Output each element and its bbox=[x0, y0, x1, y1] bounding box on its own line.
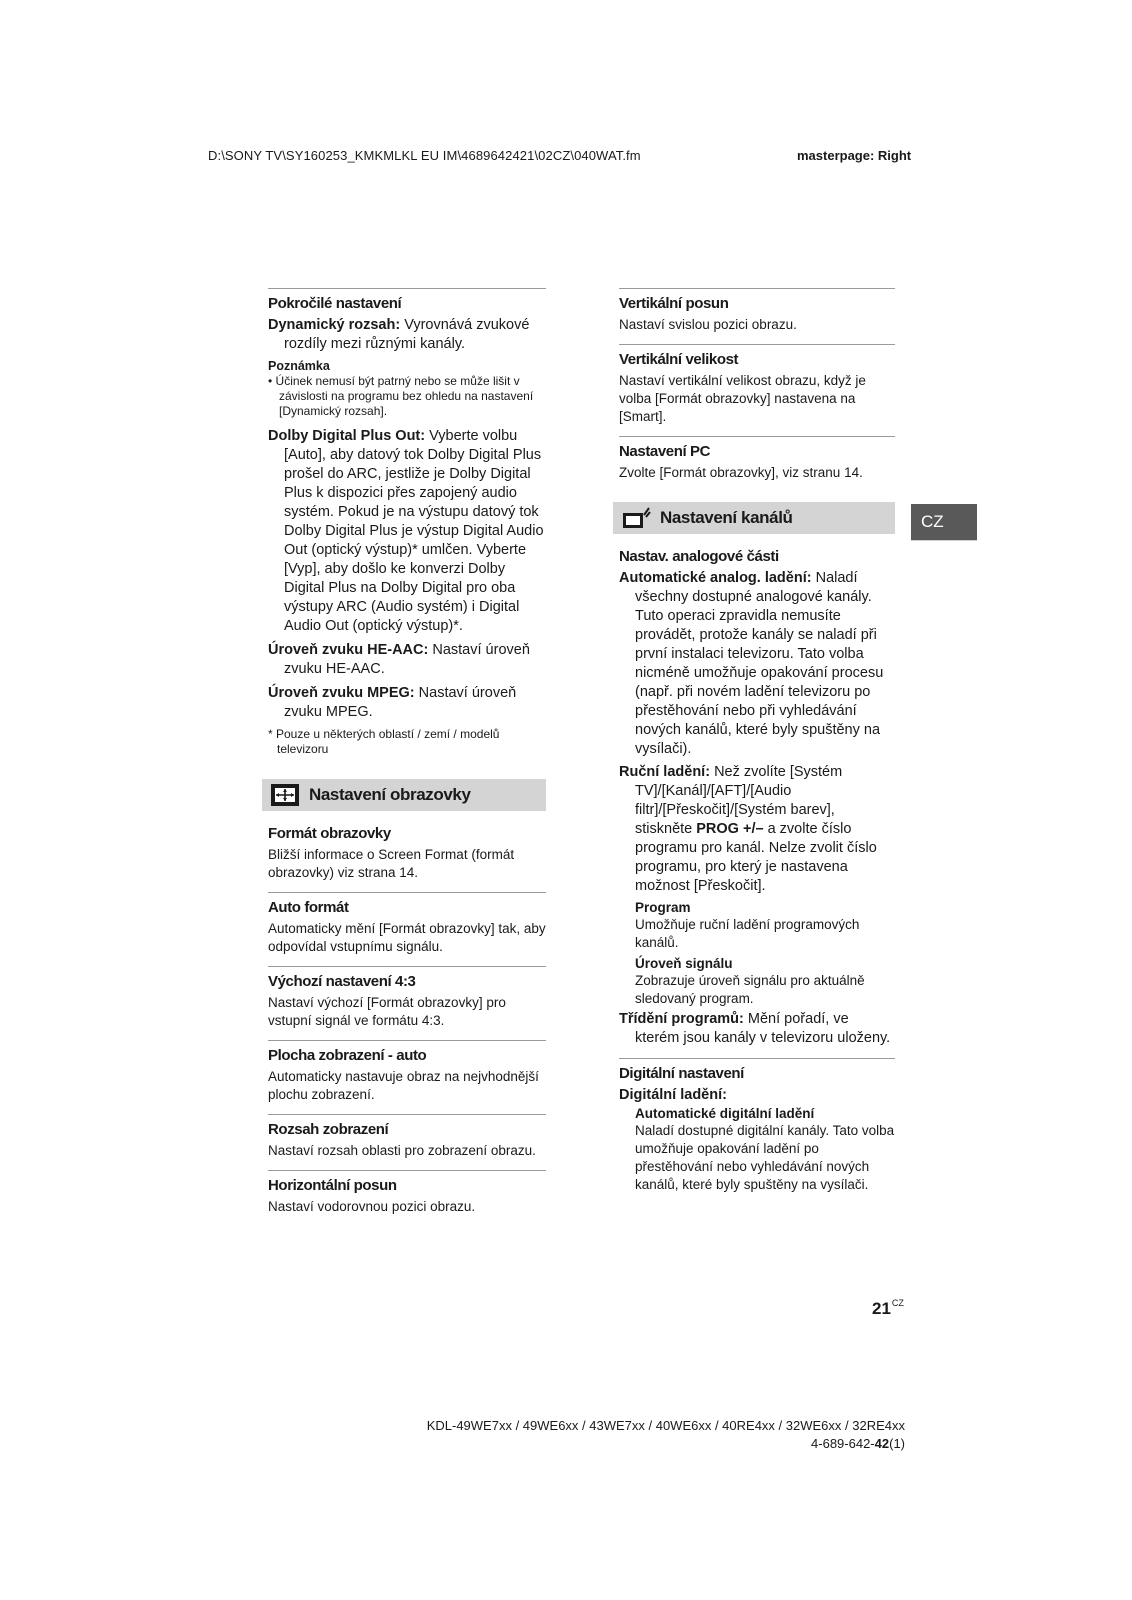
section-display-area bbox=[268, 1114, 546, 1160]
sub-heading-auto-digital: Automatické digitální ladění bbox=[635, 1106, 815, 1121]
term-manual bbox=[619, 763, 895, 896]
term-text: a zvolte číslo programu pro kanál. Nelze zvolit číslo programu, pro který je nastavena možnost [Přeskočit]. bbox=[635, 821, 877, 894]
section-title: Pokročilé nastavení bbox=[268, 295, 402, 312]
masterpage-label: masterpage: Right bbox=[797, 148, 912, 163]
section-title: Vertikální posun bbox=[619, 295, 729, 312]
section-text: Nastaví rozsah oblasti pro zobrazení obrazu. bbox=[268, 1143, 536, 1158]
section-title: Horizontální posun bbox=[268, 1177, 397, 1194]
section-text: Nastaví svislou pozici obrazu. bbox=[619, 317, 797, 332]
section-text: Nastaví vodorovnou pozici obrazu. bbox=[268, 1199, 476, 1214]
section-text: Automaticky nastavuje obraz na nejvhodnější plochu zobrazení. bbox=[268, 1069, 539, 1102]
term-text: Mění pořadí, ve kterém jsou kanály v televizoru uloženy. bbox=[635, 1011, 891, 1046]
term-auto-analog bbox=[619, 569, 895, 759]
term-label: Automatické analog. ladění: bbox=[619, 570, 812, 586]
term-sort bbox=[619, 1010, 895, 1048]
section-title: Nastavení PC bbox=[619, 443, 711, 460]
tab-underline bbox=[911, 540, 977, 541]
footer-code bbox=[811, 1436, 905, 1451]
footer-code-prefix: 4-689-642- bbox=[811, 1436, 875, 1451]
channel-setup-icon bbox=[621, 505, 651, 531]
section-text: Zvolte [Formát obrazovky], viz stranu 14. bbox=[619, 465, 863, 480]
section-advanced bbox=[268, 288, 546, 757]
term-text: Vyberte volbu [Auto], aby datový tok Dolby Digital Plus prošel do ARC, jestliže je Dolby Digital Plus k dispozici přes zapojený audio systém. Pokud je na výstupu datový tok Dolby Digital Plus je výstup Digital Audio Out (optický výstup)* umlčen. Vyberte [Vyp], aby došlo ke konverzi Dolby Digital Plus na Dolby Digital pro oba výstupy ARC (Audio systém) i Digital Audio Out (optický výstup)*. bbox=[284, 428, 544, 634]
section-title: Rozsah zobrazení bbox=[268, 1121, 389, 1138]
footnote: * Pouze u některých oblastí / zemí / modelů televizoru bbox=[268, 727, 500, 756]
term-label: Ruční ladění: bbox=[619, 764, 711, 780]
section-title: Formát obrazovky bbox=[268, 825, 391, 842]
term-label: Digitální ladění: bbox=[619, 1087, 727, 1103]
section-vertical-shift bbox=[619, 288, 895, 334]
right-column bbox=[619, 288, 895, 1204]
left-column bbox=[268, 288, 546, 1226]
section-title: Digitální nastavení bbox=[619, 1065, 744, 1082]
sub-heading-program: Program bbox=[635, 900, 691, 915]
channel-settings-band bbox=[613, 502, 895, 534]
note-heading: Poznámka bbox=[268, 359, 330, 373]
section-text: Automaticky mění [Formát obrazovky] tak, aby odpovídal vstupnímu signálu. bbox=[268, 921, 546, 954]
section-title: Auto formát bbox=[268, 899, 349, 916]
term-heaac bbox=[268, 641, 546, 679]
section-title: Plocha zobrazení - auto bbox=[268, 1047, 427, 1064]
footer-code-suffix: (1) bbox=[889, 1436, 905, 1451]
term-label: Úroveň zvuku MPEG: bbox=[268, 685, 415, 701]
section-screen-format bbox=[268, 825, 546, 882]
term-text: Vyrovnává zvukové rozdíly mezi různými kanály. bbox=[284, 317, 530, 352]
section-analog bbox=[619, 548, 895, 1048]
section-display-area-auto bbox=[268, 1040, 546, 1104]
section-vertical-size bbox=[619, 344, 895, 426]
sub-heading-signal: Úroveň signálu bbox=[635, 956, 733, 971]
band-title: Nastavení kanálů bbox=[660, 508, 793, 527]
term-text: Naladí všechny dostupné analogové kanály. Tuto operaci zpravidla nemusíte provádět, protože kanály se naladí při první instalaci televizoru. Tato volba nicméně umožňuje opakování procesu (např. při novém ladění televizoru po přestěhování nebo při vyhledávání nových kanálů, které byly spuštěny na vysílači). bbox=[635, 570, 884, 757]
section-pc-settings bbox=[619, 436, 895, 482]
sub-text-program: Umožňuje ruční ladění programových kanálů. bbox=[635, 917, 860, 950]
screen-settings-band bbox=[262, 779, 546, 811]
sub-text-signal: Zobrazuje úroveň signálu pro aktuálně sledovaný program. bbox=[635, 973, 865, 1006]
term-text: Nastaví úroveň zvuku HE-AAC. bbox=[284, 642, 530, 677]
prog-key-label: PROG +/– bbox=[696, 821, 764, 837]
page-number bbox=[872, 1298, 904, 1319]
term-label: Úroveň zvuku HE-AAC: bbox=[268, 642, 429, 658]
section-default-43 bbox=[268, 966, 546, 1030]
section-text: Nastaví výchozí [Formát obrazovky] pro vstupní signál ve formátu 4:3. bbox=[268, 995, 506, 1028]
term-dynamic-range bbox=[268, 316, 546, 354]
page-number-value: 21 bbox=[872, 1299, 891, 1318]
term-text: Než zvolíte [Systém TV]/[Kanál]/[AFT]/[Audio filtr]/[Přeskočit]/[Systém barev], stiskněte bbox=[635, 764, 843, 837]
term-digital-tuning bbox=[619, 1086, 895, 1105]
term-label: Dynamický rozsah: bbox=[268, 317, 401, 333]
term-text: Nastaví úroveň zvuku MPEG. bbox=[284, 685, 517, 720]
term-mpeg bbox=[268, 684, 546, 722]
section-text: Nastaví vertikální velikost obrazu, když je volba [Formát obrazovky] nastavena na [Smart]. bbox=[619, 373, 866, 424]
section-auto-format bbox=[268, 892, 546, 956]
language-tab: CZ bbox=[911, 504, 977, 540]
band-title: Nastavení obrazovky bbox=[309, 785, 471, 804]
screen-format-icon bbox=[270, 782, 300, 808]
section-text: Bližší informace o Screen Format (formát obrazovky) viz strana 14. bbox=[268, 847, 515, 880]
footer-models: KDL-49WE7xx / 49WE6xx / 43WE7xx / 40WE6xx / 40RE4xx / 32WE6xx / 32RE4xx bbox=[426, 1418, 905, 1433]
term-label: Třídění programů: bbox=[619, 1011, 744, 1027]
section-title: Vertikální velikost bbox=[619, 351, 739, 368]
file-path: D:\SONY TV\SY160253_KMKMLKL EU IM\4689642421\02CZ\040WAT.fm bbox=[208, 148, 641, 163]
footer-code-bold: 42 bbox=[874, 1436, 890, 1451]
section-horizontal-shift bbox=[268, 1170, 546, 1216]
term-dolby bbox=[268, 427, 546, 636]
term-label: Dolby Digital Plus Out: bbox=[268, 428, 426, 444]
page-number-suffix: CZ bbox=[891, 1298, 904, 1308]
sub-text-auto-digital: Naladí dostupné digitální kanály. Tato volba umožňuje opakování ladění po přestěhování nebo vyhledávání nových kanálů, které byly spuštěny na vysílači. bbox=[635, 1123, 895, 1192]
section-digital bbox=[619, 1058, 895, 1194]
section-title: Nastav. analogové části bbox=[619, 548, 779, 565]
note-text: • Účinek nemusí být patrný nebo se může lišit v závislosti na programu bez ohledu na nastavení [Dynamický rozsah]. bbox=[268, 374, 534, 418]
section-title: Výchozí nastavení 4:3 bbox=[268, 973, 416, 990]
